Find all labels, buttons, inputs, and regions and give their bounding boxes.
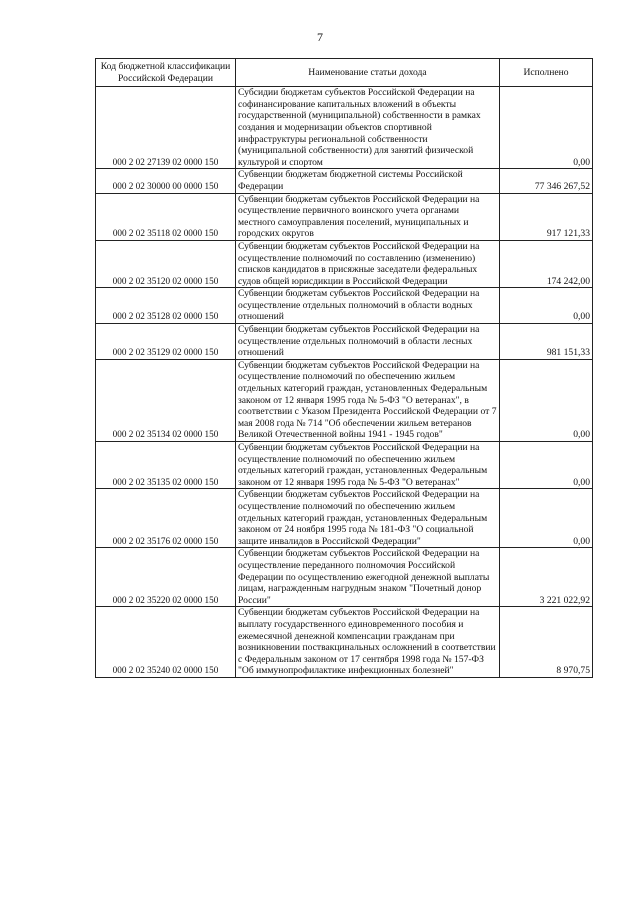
row-code: 000 2 02 35128 02 0000 150 <box>96 288 236 324</box>
table-row <box>96 359 593 441</box>
row-code: 000 2 02 35134 02 0000 150 <box>96 359 236 441</box>
row-amount: 0,00 <box>500 442 593 489</box>
row-name: Субвенции бюджетам субъектов Российской Федерации на осуществление переданного полномочия Российской Федерации по осуществлению ежегодной денежной выплаты лицам, награжденным нагрудным знаком "Почетный донор России" <box>236 548 500 607</box>
header-amount: Исполнено <box>500 59 593 87</box>
table-row <box>96 193 593 240</box>
row-amount: 0,00 <box>500 489 593 548</box>
table-row <box>96 324 593 360</box>
row-code: 000 2 02 30000 00 0000 150 <box>96 169 236 193</box>
row-name: Субвенции бюджетам субъектов Российской Федерации на выплату государственного единовременного пособия и ежемесячной денежной компенсации гражданам при возникновении поствакцинальных осложнений в соответствии с Федеральным законом от 17 сентября 1998 года № 157-ФЗ "Об иммунопрофилактике инфекционных болезней" <box>236 607 500 678</box>
table-row <box>96 607 593 678</box>
row-code: 000 2 02 27139 02 0000 150 <box>96 87 236 169</box>
row-amount: 981 151,33 <box>500 324 593 360</box>
row-name: Субвенции бюджетам бюджетной системы Российской Федерации <box>236 169 500 193</box>
header-code: Код бюджетной классификации Российской Федерации <box>96 59 236 87</box>
row-amount: 8 970,75 <box>500 607 593 678</box>
row-amount: 3 221 022,92 <box>500 548 593 607</box>
table-row <box>96 288 593 324</box>
row-name: Субвенции бюджетам субъектов Российской Федерации на осуществление первичного воинского учета органами местного самоуправления поселений, муниципальных и городских округов <box>236 193 500 240</box>
row-code: 000 2 02 35220 02 0000 150 <box>96 548 236 607</box>
table-row <box>96 489 593 548</box>
table-row <box>96 442 593 489</box>
table-row <box>96 169 593 193</box>
table-header-row <box>96 59 593 87</box>
row-amount: 0,00 <box>500 359 593 441</box>
row-name: Субвенции бюджетам субъектов Российской Федерации на осуществление полномочий по обеспечению жильем отдельных категорий граждан, установленных Федеральным законом от 12 января 1995 года № 5-ФЗ "О ветеранах" <box>236 442 500 489</box>
row-amount: 174 242,00 <box>500 240 593 287</box>
row-code: 000 2 02 35135 02 0000 150 <box>96 442 236 489</box>
row-name: Субвенции бюджетам субъектов Российской Федерации на осуществление отдельных полномочий в области водных отношений <box>236 288 500 324</box>
row-code: 000 2 02 35176 02 0000 150 <box>96 489 236 548</box>
row-code: 000 2 02 35240 02 0000 150 <box>96 607 236 678</box>
table-row <box>96 87 593 169</box>
row-code: 000 2 02 35120 02 0000 150 <box>96 240 236 287</box>
table-row <box>96 240 593 287</box>
row-amount: 77 346 267,52 <box>500 169 593 193</box>
row-name: Субсидии бюджетам субъектов Российской Федерации на софинансирование капитальных вложений в объекты государственной (муниципальной) собственности в рамках создания и модернизации объектов спортивной инфраструктуры региональной собственности (муниципальной собственности) для занятий физической культурой и спортом <box>236 87 500 169</box>
row-amount: 0,00 <box>500 288 593 324</box>
row-name: Субвенции бюджетам субъектов Российской Федерации на осуществление полномочий по составлению (изменению) списков кандидатов в присяжные заседатели федеральных судов общей юрисдикции в Российской Федерации <box>236 240 500 287</box>
budget-revenue-table <box>95 58 593 678</box>
page-number: 7 <box>317 30 323 44</box>
header-name: Наименование статьи дохода <box>236 59 500 87</box>
row-code: 000 2 02 35118 02 0000 150 <box>96 193 236 240</box>
row-name: Субвенции бюджетам субъектов Российской Федерации на осуществление полномочий по обеспечению жильем отдельных категорий граждан, установленных Федеральным законом от 12 января 1995 года № 5-ФЗ "О ветеранах", в соответствии с Указом Президента Российской Федерации от 7 мая 2008 года № 714 "Об обеспечении жильем ветеранов Великой Отечественной войны 1941 - 1945 годов" <box>236 359 500 441</box>
row-amount: 0,00 <box>500 87 593 169</box>
row-name: Субвенции бюджетам субъектов Российской Федерации на осуществление отдельных полномочий в области лесных отношений <box>236 324 500 360</box>
table-row <box>96 548 593 607</box>
row-amount: 917 121,33 <box>500 193 593 240</box>
row-code: 000 2 02 35129 02 0000 150 <box>96 324 236 360</box>
row-name: Субвенции бюджетам субъектов Российской Федерации на осуществление полномочий по обеспечению жильем отдельных категорий граждан, установленных Федеральным законом от 24 ноября 1995 года № 181-ФЗ "О социальной защите инвалидов в Российской Федерации" <box>236 489 500 548</box>
